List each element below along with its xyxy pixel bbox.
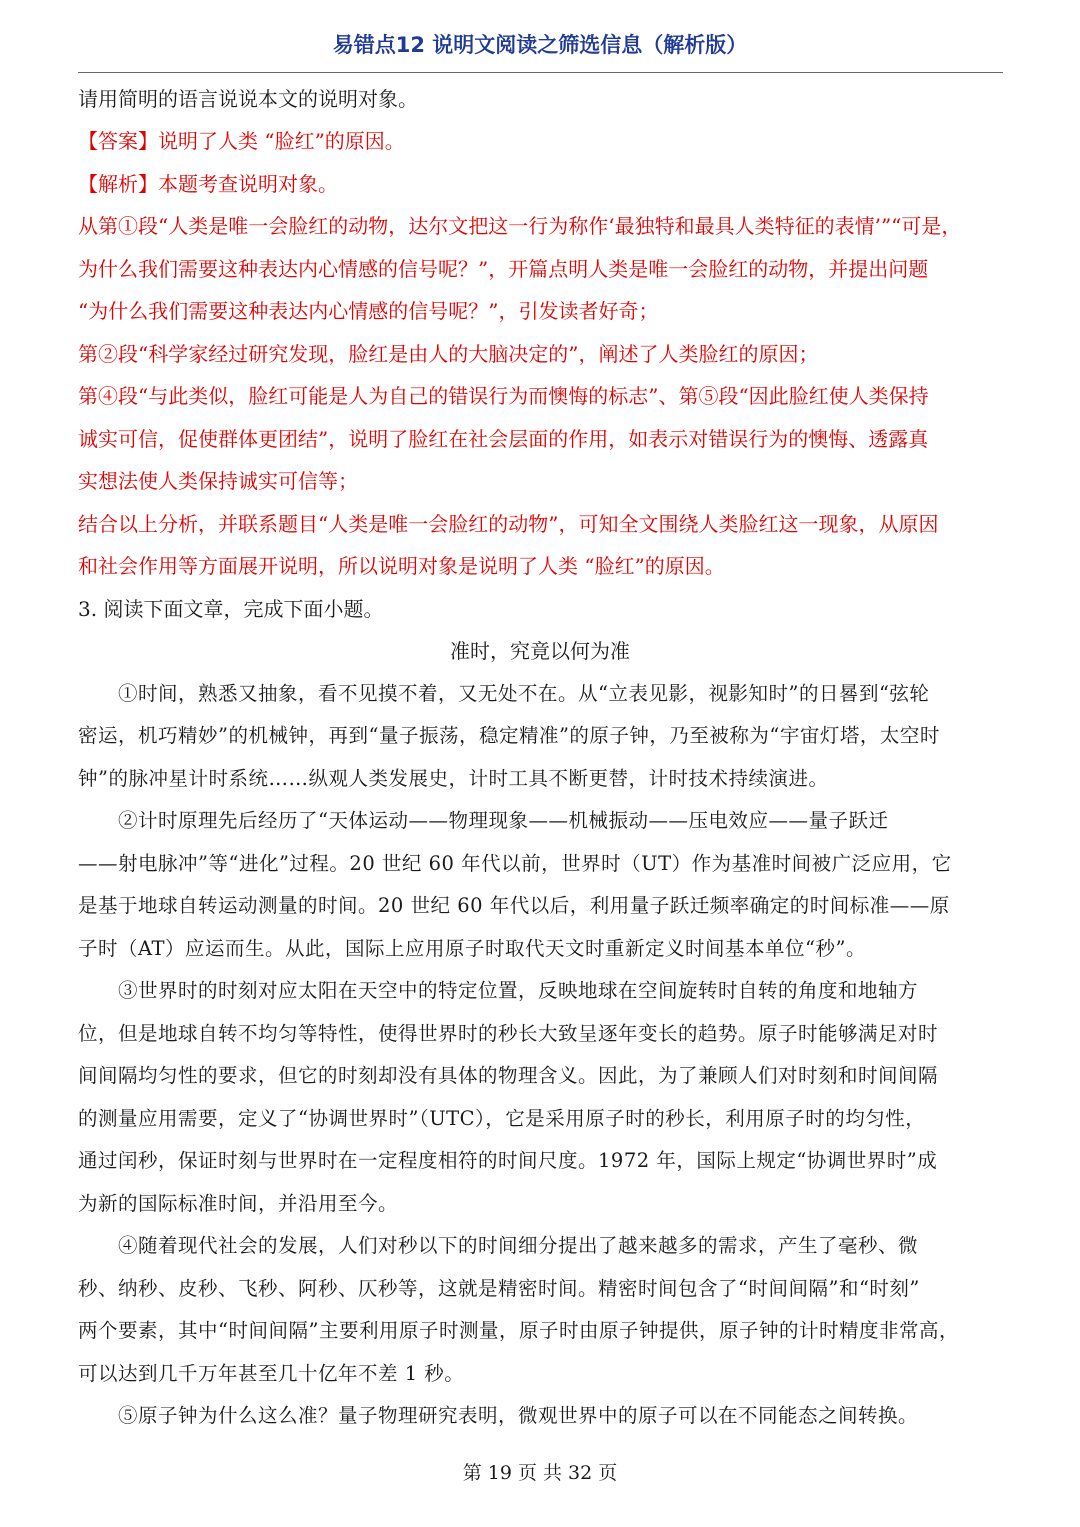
- article-line: 位，但是地球自转不均匀等特性，使得世界时的秒长大致呈逐年变长的趋势。原子时能够满足对时: [78, 1022, 939, 1045]
- header-divider: [78, 72, 1003, 73]
- question-prompt: 请用简明的语言说说本文的说明对象。: [78, 87, 418, 111]
- article-line: 秒、纳秒、皮秒、飞秒、阿秒、仄秒等，这就是精密时间。精密时间包含了“时间间隔”和“时刻”: [78, 1277, 920, 1300]
- analysis-line: 第②段“科学家经过研究发现，脸红是由人的大脑决定的”，阐述了人类脸红的原因；: [78, 342, 819, 366]
- analysis-line: 从第①段“人类是唯一会脸红的动物，达尔文把这一行为称作‘最独特和最具人类特征的表情’”“可是，: [78, 214, 962, 238]
- article-line: 子时（AT）应运而生。从此，国际上应用原子时取代天文时重新定义时间基本单位“秒”。: [78, 937, 866, 960]
- section-heading: 3. 阅读下面文章，完成下面小题。: [78, 597, 384, 621]
- analysis-line: 第④段“与此类似，脸红可能是人为自己的错误行为而懊悔的标志”、第⑤段“因此脸红使人类保持: [78, 384, 929, 408]
- page-header-title: 易错点12 说明文阅读之筛选信息（解析版）: [332, 33, 748, 57]
- article-line: 密运，机巧精妙”的机械钟，再到“量子振荡，稳定精准”的原子钟，乃至被称为“宇宙灯塔，太空时: [78, 724, 940, 747]
- article-line: ④随着现代社会的发展，人们对秒以下的时间细分提出了越来越多的需求，产生了毫秒、微: [118, 1234, 919, 1257]
- article-line: 间间隔均匀性的要求，但它的时刻却没有具体的物理含义。因此，为了兼顾人们对时刻和时间间隔: [78, 1064, 939, 1087]
- article-line: 为新的国际标准时间，并沿用至今。: [78, 1192, 399, 1215]
- article-line: 通过闰秒，保证时刻与世界时在一定程度相符的时间尺度。1972 年，国际上规定“协调世界时”成: [78, 1149, 938, 1172]
- article-line: ——射电脉冲”等“进化”过程。20 世纪 60 年代以前，世界时（UT）作为基准时间被广泛应用，它: [78, 852, 952, 875]
- article-line: ③世界时的时刻对应太阳在天空中的特定位置，反映地球在空间旋转时自转的角度和地轴方: [118, 979, 919, 1002]
- article-line: ②计时原理先后经历了“天体运动——物理现象——机械振动——压电效应——量子跃迁: [118, 809, 889, 832]
- analysis-label: 【解析】本题考查说明对象。: [78, 172, 338, 196]
- analysis-line: 实想法使人类保持诚实可信等；: [78, 469, 358, 493]
- answer-text: 【答案】说明了人类 “脸红”的原因。: [78, 129, 405, 153]
- article-line: ①时间，熟悉又抽象，看不见摸不着，又无处不在。从“立表见影，视影知时”的日晷到“弦轮: [118, 682, 930, 705]
- article-line: 的测量应用需要，定义了“协调世界时”（UTC），它是采用原子时的秒长，利用原子时的均匀性，: [78, 1107, 926, 1130]
- article-line: 可以达到几千万年甚至几十亿年不差 1 秒。: [78, 1362, 465, 1385]
- article-title: 准时，究竟以何为准: [450, 639, 630, 663]
- analysis-line: 结合以上分析，并联系题目“人类是唯一会脸红的动物”，可知全文围绕人类脸红这一现象，从原因: [78, 512, 939, 536]
- analysis-line: “为什么我们需要这种表达内心情感的信号呢？”，引发读者好奇；: [78, 299, 659, 323]
- article-line: ⑤原子钟为什么这么准？量子物理研究表明，微观世界中的原子可以在不同能态之间转换。: [118, 1404, 919, 1427]
- analysis-line: 诚实可信，促使群体更团结”，说明了脸红在社会层面的作用，如表示对错误行为的懊悔、透露真: [78, 427, 929, 451]
- analysis-line: 和社会作用等方面展开说明，所以说明对象是说明了人类 “脸红”的原因。: [78, 554, 725, 578]
- article-line: 钟”的脉冲星计时系统……纵观人类发展史，计时工具不断更替，计时技术持续演进。: [78, 767, 829, 790]
- article-line: 是基于地球自转运动测量的时间。20 世纪 60 年代以后，利用量子跃迁频率确定的时间标准——原: [78, 894, 950, 917]
- article-line: 两个要素，其中“时间间隔”主要利用原子时测量，原子时由原子钟提供，原子钟的计时精度非常高，: [78, 1319, 959, 1342]
- analysis-line: 为什么我们需要这种表达内心情感的信号呢？”，开篇点明人类是唯一会脸红的动物，并提出问题: [78, 257, 929, 281]
- page-number: 第 19 页 共 32 页: [462, 1462, 618, 1484]
